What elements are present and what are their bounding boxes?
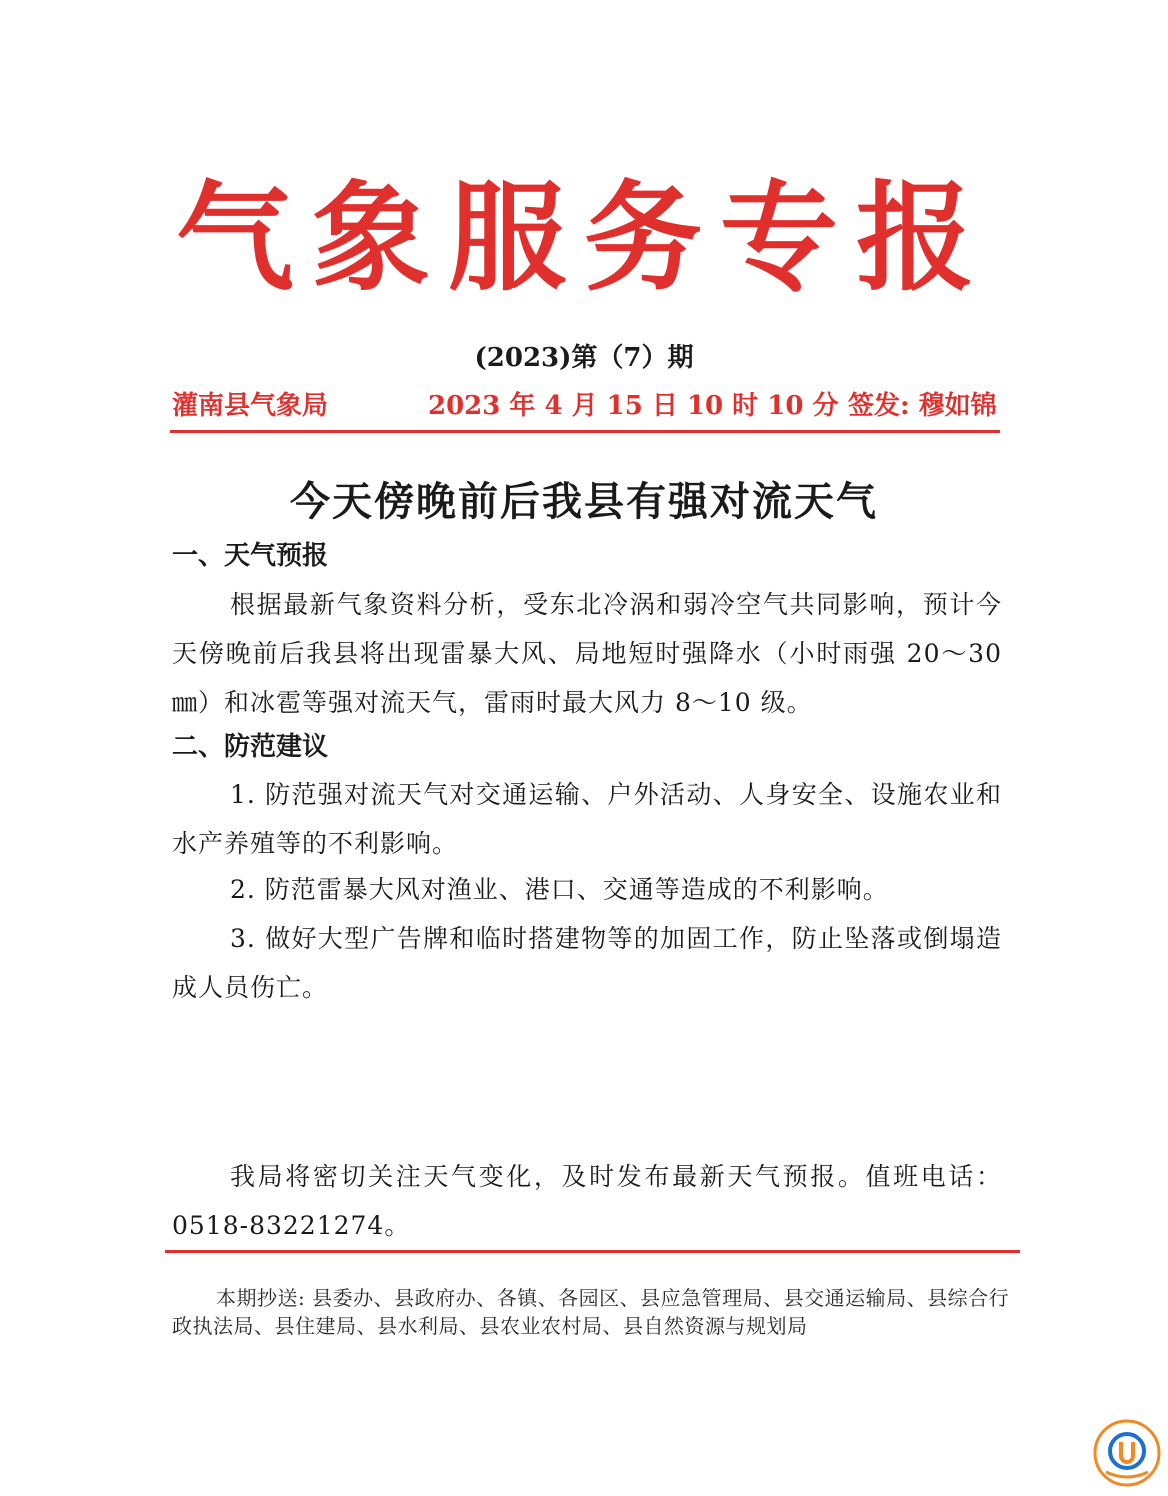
section-heading-advice: 二、防范建议 bbox=[172, 732, 329, 762]
cc-distribution-list: 本期抄送: 县委办、县政府办、各镇、各园区、县应急管理局、县交通运输局、县综合行政执法局、县住建局、县水利局、县农业农村局、县自然资源与规划局 bbox=[172, 1286, 1010, 1338]
issue-number: (2023)第（7）期 bbox=[474, 343, 694, 373]
advice-item-2: 2. 防范雷暴大风对渔业、港口、交通等造成的不利影响。 bbox=[230, 875, 889, 904]
section-heading-forecast: 一、天气预报 bbox=[172, 541, 329, 571]
masthead-title: 气象服务专报 bbox=[175, 169, 992, 307]
watermark-logo-icon bbox=[1092, 1418, 1162, 1488]
issued-time: 2023 年 4 月 15 日 10 时 10 分 bbox=[428, 391, 839, 421]
advice-item-3: 3. 做好大型广告牌和临时搭建物等的加固工作，防止坠落或倒塌造成人员伤亡。 bbox=[172, 924, 1002, 1002]
document-title: 今天傍晚前后我县有强对流天气 bbox=[290, 478, 878, 525]
signer: 签发: 穆如锦 bbox=[848, 391, 997, 421]
watermark-logo bbox=[1092, 1418, 1162, 1488]
header-divider bbox=[170, 430, 1000, 433]
closing-paragraph: 我局将密切关注天气变化，及时发布最新天气预报。值班电话：0518-83221274。 bbox=[172, 1162, 1002, 1240]
footer-divider bbox=[165, 1250, 1020, 1253]
advice-item-1: 1. 防范强对流天气对交通运输、户外活动、人身安全、设施农业和水产养殖等的不利影响。 bbox=[172, 780, 1002, 858]
issuing-office: 灌南县气象局 bbox=[172, 391, 329, 421]
forecast-paragraph: 根据最新气象资料分析，受东北冷涡和弱冷空气共同影响，预计今天傍晚前后我县将出现雷暴大风、局地短时强降水（小时雨强 20～30㎜）和冰雹等强对流天气，雷雨时最大风力 8～10 级。 bbox=[172, 590, 1002, 717]
